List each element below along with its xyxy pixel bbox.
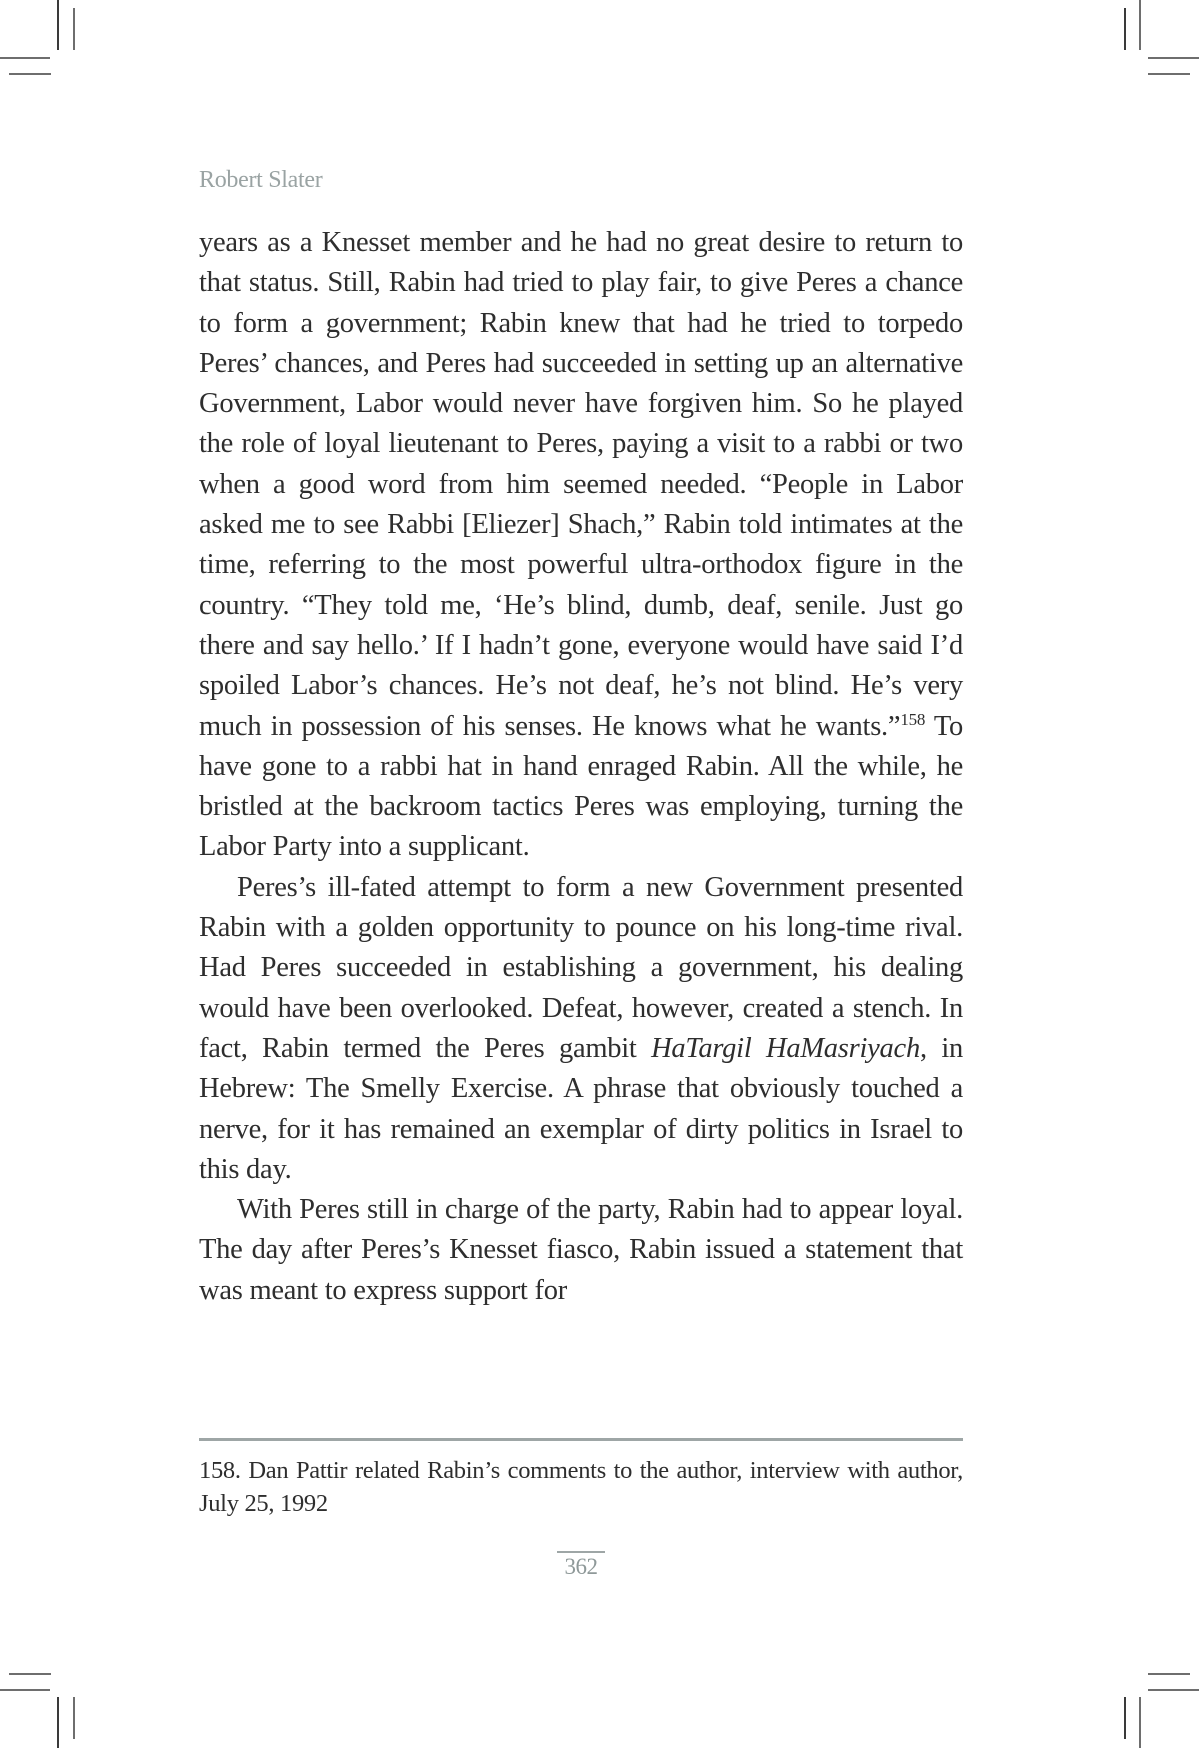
crop-mark-line xyxy=(1124,8,1126,50)
paragraph xyxy=(199,868,963,1190)
paragraph-text: To have gone to a rabbi hat in hand enraged Rabin. All the while, he bristled at the backroom tactics Peres was employing, turning the Labor Party into a supplicant. xyxy=(199,710,963,863)
crop-mark-line xyxy=(1148,1673,1190,1675)
crop-mark-line xyxy=(1148,57,1199,59)
paragraph-text: Peres’s ill-fated attempt to form a new Government presented Rabin with a golden opportunity to pounce on his long-time rival. Had Peres succeeded in establishing a government, his dealing would have been overlooked. Defeat, however, created a stench. In fact, Rabin termed the Peres gambit xyxy=(199,871,963,1064)
crop-mark-line xyxy=(1139,0,1141,50)
body-text xyxy=(199,223,963,1311)
paragraph xyxy=(199,223,963,868)
paragraph-text: , in Hebrew: The Smelly Exercise. A phrase that obviously touched a nerve, for it has remained an exemplar of dirty politics in Israel to this day. xyxy=(199,1032,963,1185)
crop-mark-line xyxy=(9,1673,51,1675)
crop-mark-line xyxy=(57,0,59,50)
crop-mark-line xyxy=(1139,1697,1141,1748)
crop-mark-line xyxy=(1148,1689,1199,1691)
footnotes xyxy=(199,1454,963,1520)
page-number: 362 xyxy=(564,1554,598,1579)
page-number-rule xyxy=(557,1551,605,1553)
crop-mark-line xyxy=(0,1689,50,1691)
paragraph: With Peres still in charge of the party, Rabin had to appear loyal. The day after Peres’s Knesset fiasco, Rabin issued a statement that was meant to express support for xyxy=(199,1194,963,1306)
running-head-author: Robert Slater xyxy=(199,167,323,193)
paragraph-text: years as a Knesset member and he had no great desire to return to that status. Still, Rabin had tried to play fair, to give Peres a chance to form a government; Rabin knew that had he tried to torpedo Peres’ chances, and Peres had succeeded in setting up an alternative Government, Labor would never have forgiven him. So he played the role of loyal lieutenant to Peres, paying a visit to a rabbi or two when a good word from him seemed needed. “People in Labor asked me to see Rabbi [Eliezer] Shach,” Rabin told intimates at the time, referring to the most powerful ultra-orthodox figure in the country. “They told me, ‘He’s blind, dumb, deaf, senile. Just go there and say hello.’ If I hadn’t gone, everyone would have said I’d spoiled Labor’s chances. He’s not deaf, he’s not blind. He’s very much in possession of his senses. He knows what he wants.” xyxy=(199,227,963,742)
crop-mark-line xyxy=(73,8,75,50)
crop-mark-line xyxy=(1148,73,1190,75)
crop-mark-line xyxy=(73,1697,75,1739)
footnote: 158. Dan Pattir related Rabin’s comments to the author, interview with author, July 25, 1992 xyxy=(199,1457,963,1517)
crop-mark-line xyxy=(9,73,51,75)
crop-mark-line xyxy=(0,57,50,59)
page-footer xyxy=(557,1551,605,1580)
footnote-separator xyxy=(199,1438,963,1441)
footnote-reference[interactable]: 158 xyxy=(900,709,926,729)
crop-mark-line xyxy=(1124,1697,1126,1739)
crop-mark-line xyxy=(57,1697,59,1748)
italic-term: HaTargil HaMasriyach xyxy=(651,1032,920,1064)
